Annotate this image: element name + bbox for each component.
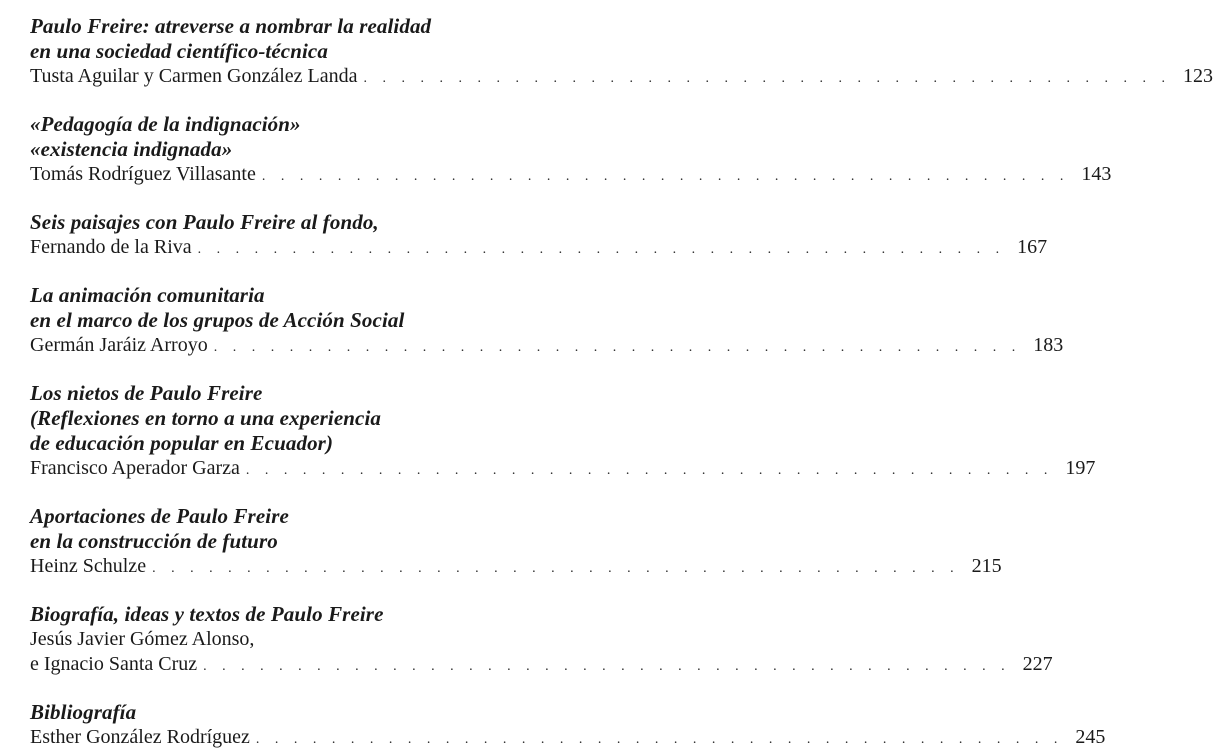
entry-author: e Ignacio Santa Cruz xyxy=(30,653,198,675)
entry-author-line xyxy=(30,162,1112,189)
toc-entry xyxy=(30,210,1048,262)
dot-leader: . . . . . . . . . . . . . . . . . . . . . . . . . . . . . . . . . . . . . . . . . . . xyxy=(152,561,960,576)
dot-leader: . . . . . . . . . . . . . . . . . . . . . . . . . . . . . . . . . . . . . . . . . . . xyxy=(213,340,1022,355)
toc-entry xyxy=(30,381,1096,483)
toc-entry xyxy=(30,602,1053,679)
entry-author: Fernando de la Riva xyxy=(30,236,192,258)
entry-title: en el marco de los grupos de Acción Social xyxy=(30,308,405,332)
entry-author: Heinz Schulze xyxy=(30,555,147,577)
entry-author-line xyxy=(30,652,1053,679)
entry-title: Seis paisajes con Paulo Freire al fondo, xyxy=(30,210,379,234)
entry-title: en la construcción de futuro xyxy=(30,529,278,553)
page-number: 123 xyxy=(1183,65,1213,87)
entry-title: en una sociedad científico-técnica xyxy=(30,39,328,63)
entry-author-line xyxy=(30,456,1096,483)
entry-title: Los nietos de Paulo Freire xyxy=(30,381,263,405)
dot-leader: . . . . . . . . . . . . . . . . . . . . . . . . . . . . . . . . . . . . . . . . . . . xyxy=(245,463,1054,478)
entry-author: Germán Jaráiz Arroyo xyxy=(30,334,208,356)
entry-title: La animación comunitaria xyxy=(30,283,265,307)
page-number: 197 xyxy=(1065,457,1096,479)
entry-author-line xyxy=(30,64,1213,91)
entry-author: Tusta Aguilar y Carmen González Landa xyxy=(30,65,358,87)
entry-author-line xyxy=(30,333,1064,360)
toc-entry xyxy=(30,112,1112,189)
dot-leader: . . . . . . . . . . . . . . . . . . . . . . . . . . . . . . . . . . . . . . . . . . . xyxy=(197,242,1006,257)
page-number: 183 xyxy=(1033,334,1064,356)
table-of-contents xyxy=(30,14,1213,752)
toc-entry xyxy=(30,504,1002,581)
entry-title: Paulo Freire: atreverse a nombrar la realidad xyxy=(30,14,432,38)
entry-author-line xyxy=(30,235,1048,262)
entry-title: de educación popular en Ecuador) xyxy=(30,431,334,455)
entry-title: «existencia indignada» xyxy=(30,137,233,161)
entry-author: Francisco Aperador Garza xyxy=(30,457,240,479)
toc-entry xyxy=(30,700,1106,752)
entry-author-line xyxy=(30,725,1106,752)
entry-author-line xyxy=(30,627,562,652)
entry-author: Esther González Rodríguez xyxy=(30,726,250,748)
dot-leader: . . . . . . . . . . . . . . . . . . . . . . . . . . . . . . . . . . . . . . . . . . . xyxy=(203,659,1011,674)
entry-author: Tomás Rodríguez Villasante xyxy=(30,163,256,185)
entry-author: Jesús Javier Gómez Alonso, xyxy=(30,628,255,650)
entry-title: «Pedagogía de la indignación» xyxy=(30,112,301,136)
entry-title: Biografía, ideas y textos de Paulo Freire xyxy=(30,602,384,626)
entry-title: Aportaciones de Paulo Freire xyxy=(30,504,289,528)
entry-title: (Reflexiones en torno a una experiencia xyxy=(30,406,381,430)
dot-leader: . . . . . . . . . . . . . . . . . . . . . . . . . . . . . . . . . . . . . . . . . . . xyxy=(255,732,1064,747)
toc-entry xyxy=(30,283,1064,360)
page-number: 245 xyxy=(1075,726,1106,748)
page-number: 215 xyxy=(971,555,1002,577)
dot-leader: . . . . . . . . . . . . . . . . . . . . . . . . . . . . . . . . . . . . . . . . . . . xyxy=(363,71,1172,86)
dot-leader: . . . . . . . . . . . . . . . . . . . . . . . . . . . . . . . . . . . . . . . . . . . xyxy=(261,169,1070,184)
entry-author-line xyxy=(30,554,1002,581)
page-number: 167 xyxy=(1017,236,1048,258)
page-number: 227 xyxy=(1022,653,1053,675)
entry-title: Bibliografía xyxy=(30,700,137,724)
page-number: 143 xyxy=(1081,163,1112,185)
toc-entry xyxy=(30,14,1213,91)
